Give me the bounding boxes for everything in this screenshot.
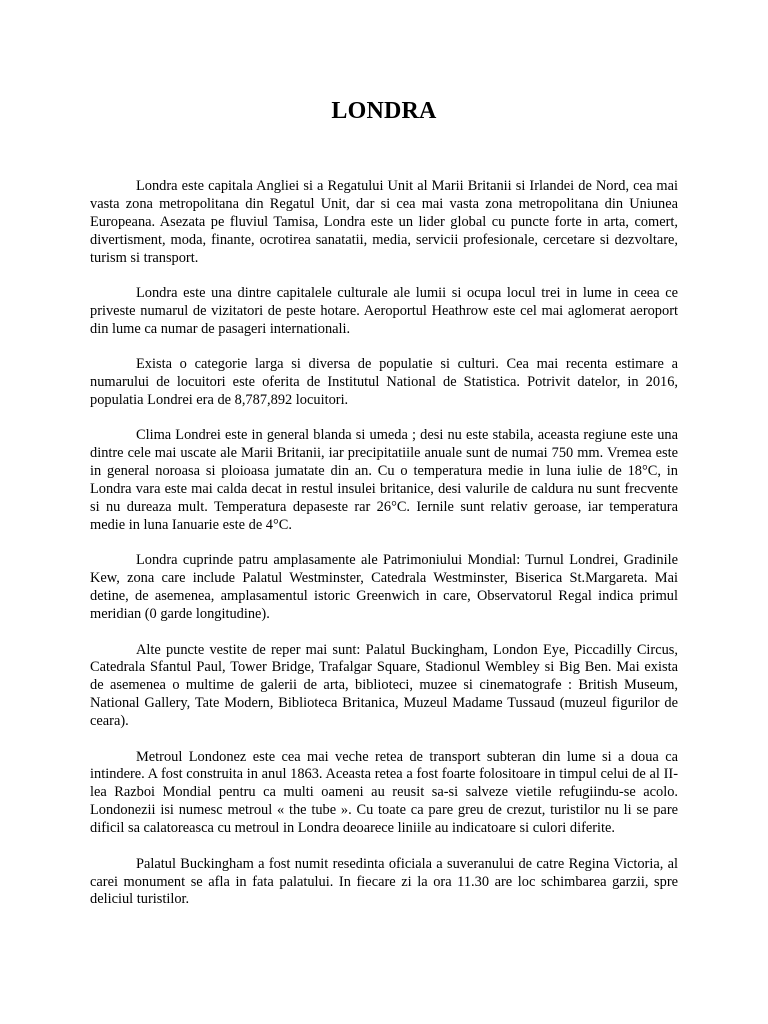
paragraph-culture: Londra este una dintre capitalele culturale ale lumii si ocupa locul trei in lume in ceea ce priveste numarul de vizitatori de peste hotare. Aeroportul Heathrow este cel mai aglomerat aeroport din lume ca numar de pasageri internationali. [90,285,678,337]
paragraph-population: Exista o categorie larga si diversa de populatie si culturi. Cea mai recenta estimare a numarului de locuitori este oferita de Institutul National de Statistica. Potrivit datelor, in 2016, populatia Londrei era de 8,787,892 locuitori. [90,356,678,409]
paragraph-overview: Londra este capitala Angliei si a Regatului Unit al Marii Britanii si Irlandei de Nord, cea mai vasta zona metropolitana din Regatul Unit, dar si cea mai vasta zona metropolitana din Uniunea Europeana. Asezata pe fluviul Tamisa, Londra este un lider global cu puncte forte in arta, comert, divertisment, moda, finante, ocrotirea sanatatii, media, servicii profesionale, cercetare si dezvoltare, turism si transport. [90,178,678,266]
paragraph-heritage: Londra cuprinde patru amplasamente ale Patrimoniului Mondial: Turnul Londrei, Gradinile Kew, zona care include Palatul Westminster, Catedrala Westminster, Biserica St.Margareta. Mai detine, de asemenea, amplasamentul istoric Greenwich in care, Observatorul Regal indica primul meridian (0 garde longitudine). [90,552,678,623]
document-title: LONDRA [331,98,437,124]
document-body [90,178,678,927]
paragraph-metro: Metroul Londonez este cea mai veche retea de transport subteran din lume si a doua ca intindere. A fost construita in anul 1863. Aceasta retea a fost foarte folositoare in timpul celui de al II-lea Razboi Mondial pentru ca multi oameni au reusit sa-si salveze vietile refugiindu-se acolo. Londonezii isi numesc metroul « the tube ». Cu toate ca pare greu de crezut, turistilor nu li se pare dificil sa calatoreasca cu metroul in Londra deoarece liniile au indicatoare si culori diferite. [90,748,678,837]
paragraph-climate: Clima Londrei este in general blanda si umeda ; desi nu este stabila, aceasta regiune este una dintre cele mai uscate ale Marii Britanii, iar precipitatiile anuale sunt de numai 750 mm. Vremea este in general noroasa si ploioasa jumatate din an. Cu o temperatura medie in luna iulie de 18°C, in Londra vara este mai calda decat in restul insulei britanice, desi valurile de caldura nu sunt frecvente si nu dureaza mult. Temperatura depaseste rar 26°C. Iernile sunt relativ geroase, iar temperatura medie in luna Ianuarie este de 4°C. [90,427,678,533]
paragraph-buckingham: Palatul Buckingham a fost numit resedinta oficiala a suveranului de catre Regina Victoria, al carei monument se afla in fata palatului. In fiecare zi la ora 11.30 are loc schimbarea garzii, spre deliciul turistilor. [90,855,678,908]
paragraph-landmarks: Alte puncte vestite de reper mai sunt: Palatul Buckingham, London Eye, Piccadilly Circus, Catedrala Sfantul Paul, Tower Bridge, Trafalgar Square, Stadionul Wembley si Big Ben. Mai exista de asemenea o multime de galerii de arta, biblioteci, muzee si cinematografe : British Museum, National Gallery, Tate Modern, Biblioteca Britanica, Muzeul Madame Tussaud (muzeul figurilor de ceara). [90,641,678,730]
